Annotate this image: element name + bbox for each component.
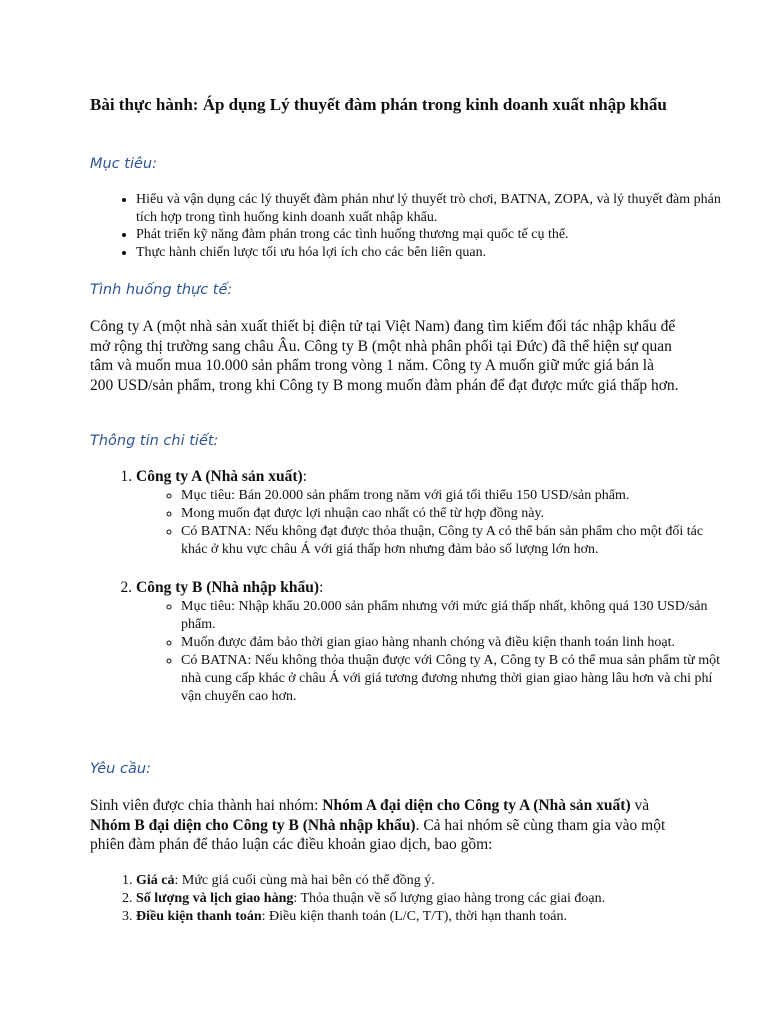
group-a-label: Nhóm A đại diện cho Công ty A (Nhà sản xuất) — [322, 797, 631, 814]
section-heading-objectives: Mục tiêu: — [90, 156, 157, 172]
objectives-list — [90, 191, 726, 261]
requirements-connector: và — [630, 797, 650, 814]
requirements-paragraph — [90, 796, 680, 855]
document-title: Bài thực hành: Áp dụng Lý thuyết đàm phán trong kinh doanh xuất nhập khẩu — [90, 95, 667, 114]
company-name: Công ty B (Nhà nhập khẩu) — [136, 579, 320, 596]
company-name: Công ty A (Nhà sản xuất) — [136, 468, 303, 485]
list-item: ◦ Muốn được đảm bảo thời gian giao hàng nhanh chóng và điều kiện thanh toán linh hoạt. — [181, 634, 726, 652]
company-item-b: 2. Công ty B (Nhà nhập khẩu): ◦ Mục tiêu: Nhập khẩu 20.000 sản phẩm nhưng với mức giá thấp nhất, không quá 130 USD/sản phẩm. ◦ Muốn được đảm bảo thời gian giao hàng nhanh chóng và điều kiện thanh toán linh hoạt. ◦ Có BATNA: Nếu không thỏa thuận được với Công ty A, Công ty B có thể mua sản phẩm từ một nhà cung cấp khác ở châu Á với giá tương đương nhưng thời gian giao hàng lâu hơn và chi phí vận chuyển cao hơn. — [136, 578, 726, 706]
group-b-label: Nhóm B đại diện cho Công ty B (Nhà nhập khẩu) — [90, 816, 416, 834]
section-heading-requirements: Yêu cầu: — [90, 761, 151, 777]
term-item-quantity — [136, 890, 726, 908]
term-text: : Thỏa thuận về số lượng giao hàng trong các giai đoạn. — [293, 891, 606, 906]
term-label: Giá cả — [136, 873, 175, 888]
list-item: ◦ Mục tiêu: Nhập khẩu 20.000 sản phẩm nhưng với mức giá thấp nhất, không quá 130 USD/sản phẩm. — [181, 598, 726, 634]
term-text: : Mức giá cuối cùng mà hai bên có thể đồng ý. — [174, 873, 435, 888]
requirements-rest: . Cả hai nhóm sẽ cùng tham gia vào một phiên đàm phán để thảo luận các điều khoản giao dịch, bao gồm: — [90, 816, 666, 853]
section-heading-scenario: Tình huống thực tế: — [90, 282, 233, 298]
list-item: ◦ Có BATNA: Nếu không đạt được thỏa thuận, Công ty A có thể bán sản phẩm cho một đối tác khác ở khu vực châu Á với giá thấp hơn nhưng đảm bảo số lượng lớn hơn. — [181, 523, 726, 559]
company-item-a: 1. Công ty A (Nhà sản xuất): ◦ Mục tiêu: Bán 20.000 sản phẩm trong năm với giá tối thiểu 150 USD/sản phẩm. ◦ Mong muốn đạt được lợi nhuận cao nhất có thể từ hợp đồng này. ◦ Có BATNA: Nếu không đạt được thỏa thuận, Công ty A có thể bán sản phẩm cho một đối tác khác ở khu vực châu Á với giá thấp hơn nhưng đảm bảo số lượng lớn hơn. — [136, 467, 726, 559]
term-item-price — [136, 872, 726, 890]
terms-list — [90, 872, 726, 926]
list-item: ◦ Có BATNA: Nếu không thỏa thuận được với Công ty A, Công ty B có thể mua sản phẩm từ một nhà cung cấp khác ở châu Á với giá tương đương nhưng thời gian giao hàng lâu hơn và chi phí vận chuyển cao hơn. — [181, 652, 726, 706]
list-item: • Thực hành chiến lược tối ưu hóa lợi ích cho các bên liên quan. — [136, 244, 726, 262]
term-item-payment — [136, 908, 726, 926]
section-heading-details: Thông tin chi tiết: — [90, 433, 219, 449]
company-b-details — [136, 598, 726, 706]
company-a-details — [136, 487, 726, 559]
list-item: ◦ Mục tiêu: Bán 20.000 sản phẩm trong năm với giá tối thiểu 150 USD/sản phẩm. — [181, 487, 726, 505]
list-item: ◦ Mong muốn đạt được lợi nhuận cao nhất có thể từ hợp đồng này. — [181, 505, 726, 523]
term-label: Điều kiện thanh toán — [136, 909, 262, 924]
list-item: • Hiểu và vận dụng các lý thuyết đàm phán như lý thuyết trò chơi, BATNA, ZOPA, và lý thuyết đàm phán tích hợp trong tình huống kinh doanh xuất nhập khẩu. — [136, 191, 726, 226]
term-label: Số lượng và lịch giao hàng — [136, 891, 294, 906]
scenario-paragraph: Công ty A (một nhà sản xuất thiết bị điện tử tại Việt Nam) đang tìm kiếm đối tác nhập khẩu để mở rộng thị trường sang châu Âu. Công ty B (một nhà phân phối tại Đức) đã thể hiện sự quan tâm và muốn mua 10.000 sản phẩm trong vòng 1 năm. Công ty A muốn giữ mức giá bán là 200 USD/sản phẩm, trong khi Công ty B mong muốn đàm phán để đạt được mức giá thấp hơn. — [90, 318, 679, 394]
list-item: • Phát triển kỹ năng đàm phán trong các tình huống thương mại quốc tế cụ thể. — [136, 226, 726, 244]
company-list — [90, 467, 726, 706]
requirements-intro: Sinh viên được chia thành hai nhóm: — [90, 797, 323, 814]
term-text: : Điều kiện thanh toán (L/C, T/T), thời hạn thanh toán. — [261, 909, 568, 924]
